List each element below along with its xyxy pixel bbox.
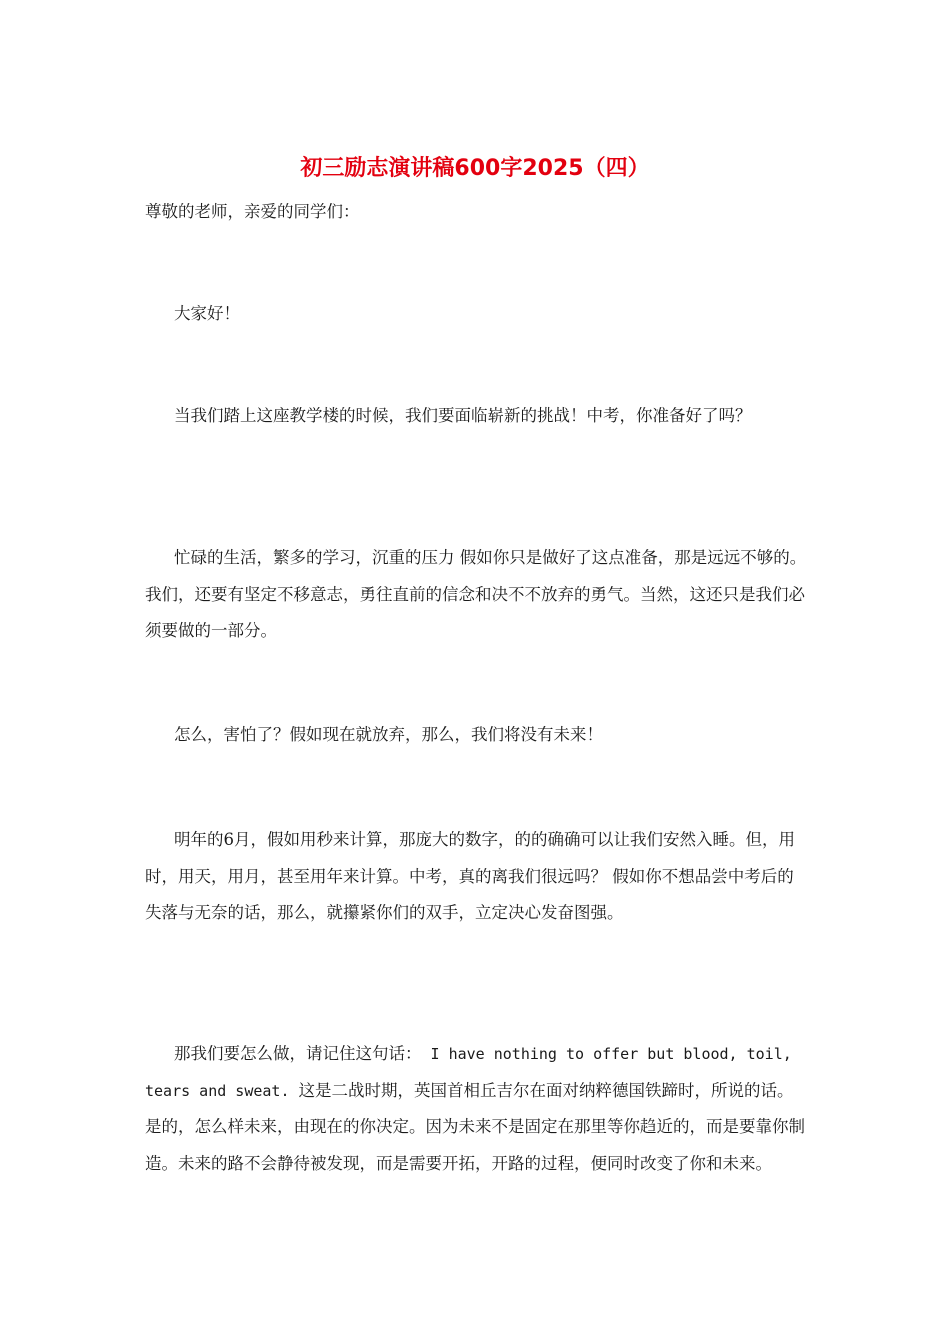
paragraph-next-june: 明年的6月，假如用秒来计算，那庞大的数字，的的确确可以让我们安然入睡。但，用时，用天，用月，甚至用年来计算。中考，真的离我们很远吗？ 假如你不想品尝中考后的失落与无奈的话，那么，就攥紧你们的双手，立定决心发奋图强。 bbox=[145, 830, 795, 922]
paragraph-preparation: 忙碌的生活，繁多的学习，沉重的压力 假如你只是做好了这点准备，那是远远不够的。我们，还要有坚定不移意志，勇往直前的信念和决不不放弃的勇气。当然，这还只是我们必须要做的一部分。 bbox=[145, 548, 807, 640]
paragraph-churchill bbox=[145, 1036, 809, 1182]
paragraph-challenge: 当我们踏上这座教学楼的时候，我们要面临崭新的挑战！中考，你准备好了吗？ bbox=[174, 406, 752, 425]
document-title: 初三励志演讲稿600字2025（四） bbox=[300, 156, 650, 181]
paragraph-churchill-rest: 这是二战时期，英国首相丘吉尔在面对纳粹德国铁蹄时，所说的话。是的，怎么样未来，由现在的你决定。因为未来不是固定在那里等你趋近的，而是要靠你制造。未来的路不会静待被发现，而是需要开拓，开路的过程，便同时改变了你和未来。 bbox=[145, 1080, 805, 1173]
paragraph-churchill-lead: 那我们要怎么做，请记住这句话： bbox=[174, 1044, 422, 1063]
paragraph-greeting: 大家好！ bbox=[174, 304, 240, 323]
paragraph-afraid: 怎么，害怕了？假如现在就放弃，那么，我们将没有未来！ bbox=[174, 725, 603, 744]
salutation: 尊敬的老师，亲爱的同学们： bbox=[145, 202, 360, 221]
churchill-quote: I have nothing to offer but blood, toil, tears and sweat. bbox=[145, 1045, 792, 1100]
